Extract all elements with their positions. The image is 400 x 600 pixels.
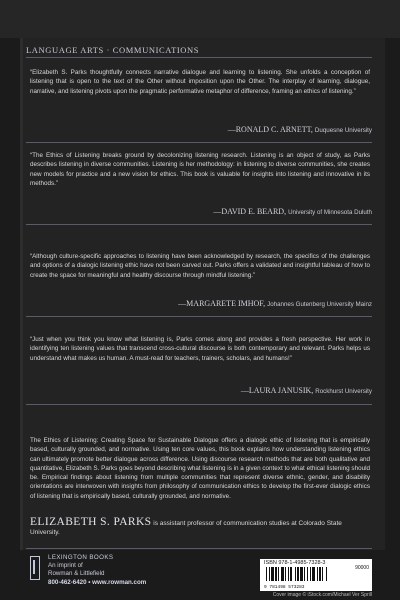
endorsement-quote: “Although culture-specific approaches to listening have been acknowledged by research, the specifics of the challenges and options of a dialogic listening ethic have not been carved out. Parks offers a validated and insightful tableau of how to create the space for meaningful and healthy discourse through mindful listening.” xyxy=(30,253,370,279)
publisher-contact: 800-462-6420 • www.rowman.com xyxy=(48,578,147,586)
category-label: LANGUAGE ARTS · COMMUNICATIONS xyxy=(26,45,200,55)
publisher-logo-icon xyxy=(30,556,40,580)
top-rule xyxy=(26,57,372,58)
endorser-affiliation: Duquesne University xyxy=(314,127,372,134)
endorsement-attribution xyxy=(241,386,372,395)
isbn-label: ISBN 978-1-4985-7328-3 xyxy=(264,560,326,566)
publisher-imprint-line: Rowman & Littlefield xyxy=(48,570,105,578)
endorsement-quote: “Just when you think you know what listening is, Parks comes along and provides a fresh perspective. Her work in identifying ten listening values that transcend cross-cultural discourse is both contemporary and relevant. Parks helps us understand what makes us human. A must-read for teachers, trainers, scholars, and humans!” xyxy=(30,336,370,362)
publisher-imprint-line: An imprint of xyxy=(48,562,83,570)
barcode-digits: 9 781498 573283 xyxy=(264,585,305,590)
author-name: ELIZABETH S. PARKS xyxy=(30,516,152,528)
author-bio-text: is assistant professor of communication studies at Colorado State University. xyxy=(30,520,342,536)
top-band xyxy=(0,0,400,38)
barcode xyxy=(260,559,372,591)
endorser-name: —LAURA JANUSIK, xyxy=(240,386,314,395)
endorser-name: —DAVID E. BEARD, xyxy=(213,207,287,216)
book-description: The Ethics of Listening: Creating Space for Sustainable Dialogue offers a dialogic ethic of listening that is empirically based, culturally grounded, and normative. Using ten core values, this book explains how understanding listening ethics can ultimately promote better dialogue across difference. Using discourse research methods that are both qualitative and quantitative, Elizabeth S. Parks goes beyond describing what listening is in a given context to what ethical listening should be. Empirical findings about listening from multiple communities that represent diverse ethnic, gender, and disability orientations are interwoven with insights from philosophy of communication ethics to develop the first-ever dialogic ethics of listening that is empirically based, culturally grounded, and normative. xyxy=(30,437,370,500)
endorser-affiliation: Johannes Gutenberg University Mainz xyxy=(267,301,372,308)
divider xyxy=(26,316,372,317)
endorsement-attribution xyxy=(178,299,372,308)
endorser-name: —MARGARETE IMHOF, xyxy=(178,299,266,308)
barcode-bars xyxy=(266,567,350,585)
divider xyxy=(26,548,372,549)
endorser-affiliation: University of Minnesota Duluth xyxy=(288,209,372,216)
publisher-block xyxy=(30,554,220,592)
divider xyxy=(26,224,372,225)
publisher-name: LEXINGTON BOOKS xyxy=(48,554,114,561)
endorsement-attribution xyxy=(228,125,372,134)
endorser-affiliation: Rockhurst University xyxy=(315,388,372,395)
endorsement-quote: “Elizabeth S. Parks thoughtfully connects narrative dialogue and learning to listening. She unfolds a conception of listening that is open to the text of the Other without imposition upon the Other. The interplay of learning, dialogue, narrative, and listening pivots upon the pragmatic performative metaphor of difference, framing an ethics of listening.” xyxy=(30,69,370,95)
divider xyxy=(26,142,372,143)
price-code: 90000 xyxy=(355,565,369,571)
endorser-name: —RONALD C. ARNETT, xyxy=(227,125,313,134)
author-bio xyxy=(30,518,370,537)
endorsement-attribution xyxy=(213,207,372,216)
cover-image-credit: Cover image © iStock.com/Michael Ver Sprill xyxy=(272,592,372,598)
divider xyxy=(26,404,372,405)
endorsement-quote: “The Ethics of Listening breaks ground by decolonizing listening research. Listening is an object of study, as Parks describes listening in diverse communities. Listening is her methodology: in listening to diverse communities, she creates new models for practice and a new vision for ethics. This book is valuable for insights into listening and innovative in its methods.” xyxy=(30,152,370,187)
